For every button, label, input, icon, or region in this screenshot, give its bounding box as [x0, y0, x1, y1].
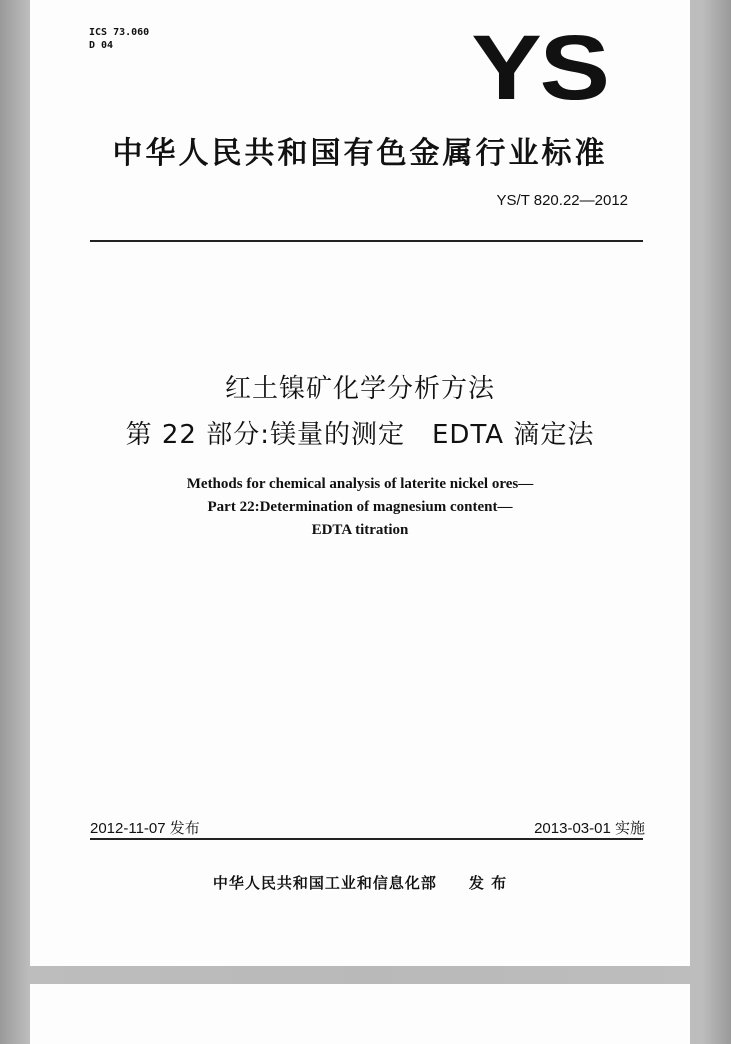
next-page-edge — [30, 984, 690, 1044]
document-page — [30, 0, 690, 966]
ics-code: ICS 73.060 — [89, 27, 150, 38]
footer-rule — [90, 838, 643, 840]
implementation-date: 2013-03-01 实施 — [534, 820, 645, 837]
issue-date: 2012-11-07 发布 — [90, 820, 200, 837]
standard-code: YS/T 820.22—2012 — [496, 192, 628, 209]
standard-title: 中华人民共和国有色金属行业标准 — [112, 136, 608, 171]
issuer — [30, 872, 690, 893]
header-rule — [90, 240, 643, 242]
title-zh-line2: 第 22 部分:镁量的测定 EDTA 滴定法 — [125, 420, 595, 450]
ys-logo: YS — [471, 17, 608, 119]
issuer-action: 发 布 — [468, 874, 508, 892]
title-zh-line1: 红土镍矿化学分析方法 — [224, 374, 495, 404]
classification-codes — [89, 26, 149, 52]
ccs-code: D 04 — [89, 40, 114, 51]
title-en-line1: Methods for chemical analysis of laterite nickel ores— — [186, 476, 534, 492]
issuer-name: 中华人民共和国工业和信息化部 — [212, 874, 437, 892]
title-en-line3: EDTA titration — [311, 522, 409, 538]
title-en-line2: Part 22:Determination of magnesium content— — [207, 499, 513, 515]
